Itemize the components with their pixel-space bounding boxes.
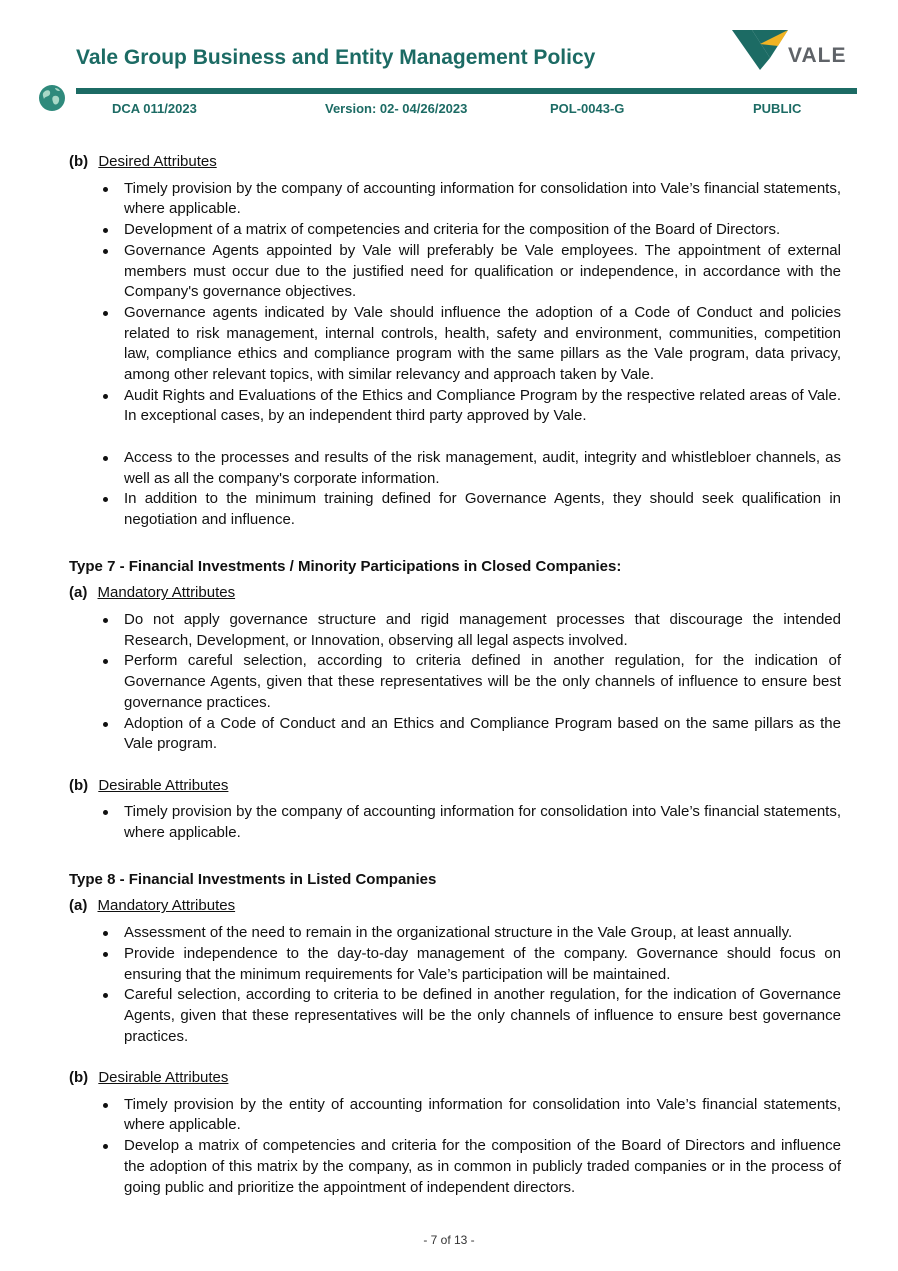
subsection-title: Mandatory Attributes: [97, 584, 236, 602]
page-number: - 7 of 13 -: [423, 1233, 475, 1247]
subsection-heading: [69, 583, 841, 604]
subsection-title: Mandatory Attributes: [97, 897, 236, 915]
list-item: Audit Rights and Evaluations of the Ethics and Compliance Program by the respective related areas of Vale. In exceptional cases, by an independent third party approved by Vale.: [69, 386, 841, 427]
list-item: Governance Agents appointed by Vale will preferably be Vale employees. The appointment of external members must occur due to the justified need for qualification or independence, in accordance with the Company's governance objectives.: [69, 241, 841, 303]
list-item: Access to the processes and results of the risk management, audit, integrity and whistlebloer channels, as well as all the company's corporate information.: [69, 448, 841, 489]
list-item: Perform careful selection, according to criteria defined in another regulation, for the indication of Governance Agents, given that these representatives will be the only channels of influence to ensure best governance practices.: [69, 651, 841, 713]
list-item: In addition to the minimum training defined for Governance Agents, they should seek qualification in negotiation and influence.: [69, 489, 841, 530]
list-item: Do not apply governance structure and rigid management processes that discourage the intended Research, Development, or Innovation, observing all legal aspects involved.: [69, 610, 841, 651]
document-number: DCA 011/2023: [112, 101, 197, 116]
subsection-title: Desirable Attributes: [98, 776, 229, 794]
list-item: Develop a matrix of competencies and criteria for the composition of the Board of Directors and influence the adoption of this matrix by the company, as in common in publicly traded companies or in the process of going public and prioritize the appointment of independent directors.: [69, 1136, 841, 1198]
document-version: Version: 02- 04/26/2023: [325, 101, 468, 116]
subsection-heading: [69, 776, 841, 797]
header-rule: [76, 88, 857, 94]
subsection-title: Desired Attributes: [98, 153, 217, 170]
globe-icon: [38, 84, 66, 112]
subsection-letter: (b): [69, 776, 89, 794]
list-item: Development of a matrix of competencies and criteria for the composition of the Board of Directors.: [69, 220, 841, 241]
subsection-heading: [69, 896, 841, 917]
list-item: Adoption of a Code of Conduct and an Ethics and Compliance Program based on the same pillars as the Vale program.: [69, 714, 841, 755]
document-title: Vale Group Business and Entity Management Policy: [76, 46, 596, 69]
bullet-list: [69, 179, 841, 427]
vale-logo-text: VALE: [788, 44, 847, 67]
document-code: POL-0043-G: [550, 101, 625, 116]
bullet-list: [69, 448, 841, 531]
list-item: Careful selection, according to criteria to be defined in another regulation, for the indication of Governance Agents, given that these representatives will be the only channels of influence to ensure best governance practices.: [69, 985, 841, 1047]
type8-heading: Type 8 - Financial Investments in Listed Companies: [69, 870, 437, 888]
list-item: Assessment of the need to remain in the organizational structure in the Vale Group, at least annually.: [69, 923, 841, 944]
list-item: Timely provision by the entity of accounting information for consolidation into Vale’s financial statements, where applicable.: [69, 1095, 841, 1136]
subsection-title: Desirable Attributes: [98, 1069, 229, 1087]
document-classification: PUBLIC: [753, 101, 802, 116]
subsection-heading: [69, 152, 841, 173]
subsection-letter: (a): [69, 897, 88, 915]
bullet-list: [69, 923, 841, 1047]
bullet-list: [69, 1095, 841, 1199]
subsection-heading: [69, 1068, 841, 1089]
subsection-letter: (a): [69, 584, 88, 602]
type7-heading: Type 7 - Financial Investments / Minority Participations in Closed Companies:: [69, 557, 622, 575]
list-item: Provide independence to the day-to-day management of the company. Governance should focus on ensuring that the minimum requirements for Vale’s participation will be maintained.: [69, 944, 841, 985]
bullet-list: [69, 610, 841, 755]
bullet-list: [69, 802, 841, 843]
list-item: Timely provision by the company of accounting information for consolidation into Vale’s financial statements, where applicable.: [69, 802, 841, 843]
page-content: [69, 152, 841, 1198]
subsection-letter: (b): [69, 1069, 89, 1087]
list-item: Timely provision by the company of accounting information for consolidation into Vale’s financial statements, where applicable.: [69, 179, 841, 220]
subsection-letter: (b): [69, 153, 89, 170]
list-item: Governance agents indicated by Vale should influence the adoption of a Code of Conduct and policies related to risk management, internal controls, health, safety and environment, communities, competition law, compliance ethics and compliance program with the same pillars as the Vale program, data privacy, among other relevant topics, with similar relevancy and approach taken by Vale.: [69, 303, 841, 386]
